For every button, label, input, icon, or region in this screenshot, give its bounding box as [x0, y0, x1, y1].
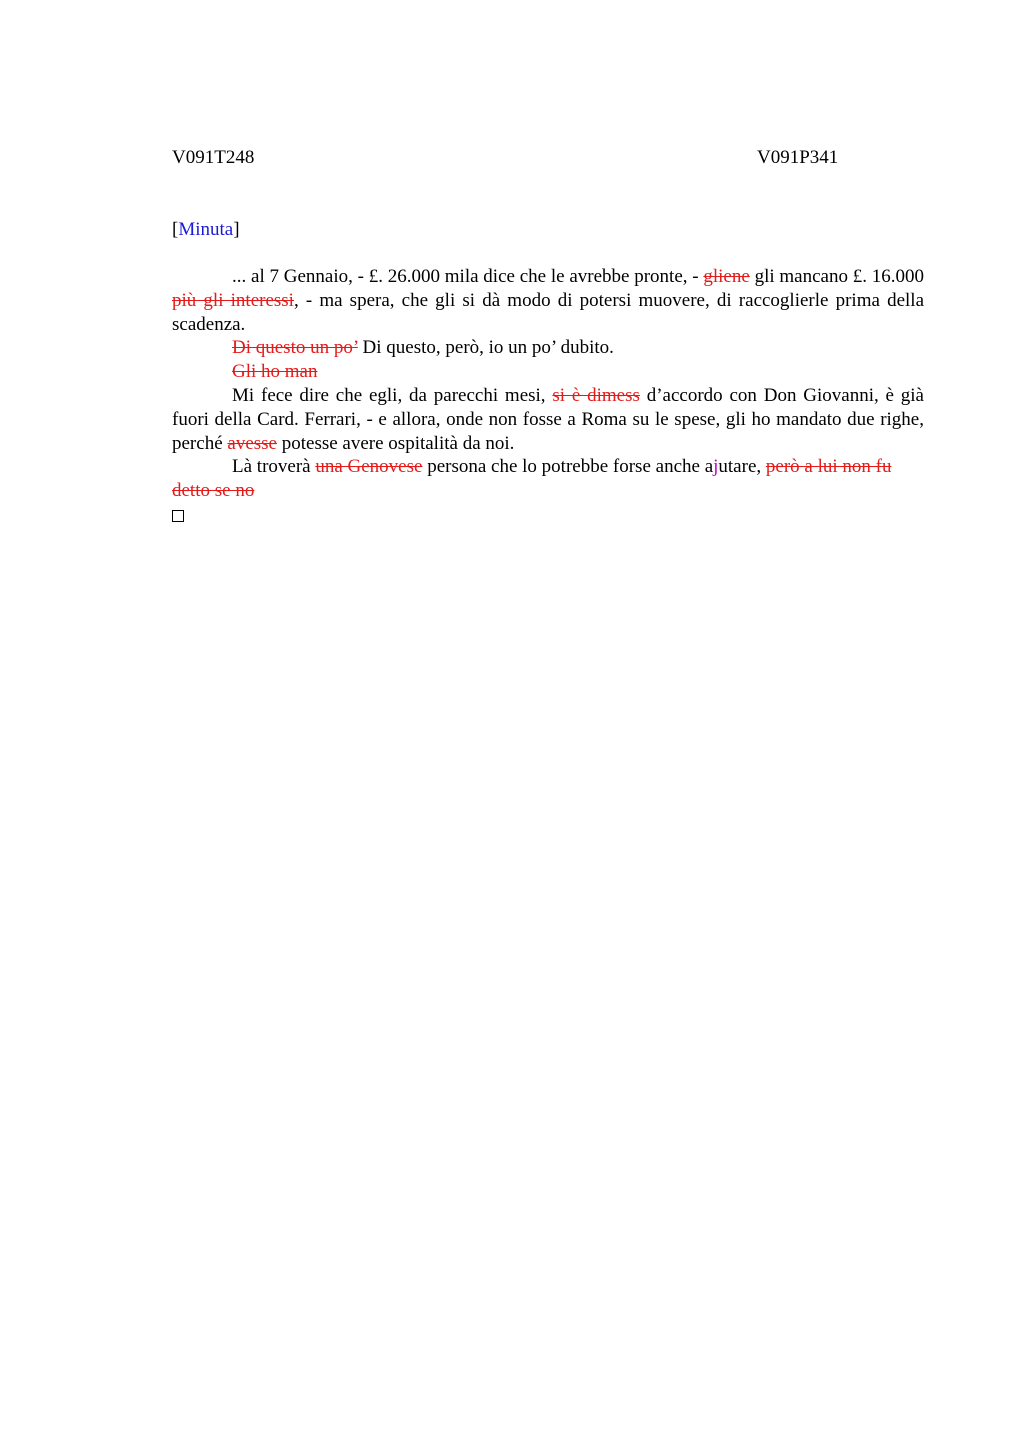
- deleted-text: Gli ho man: [232, 361, 318, 383]
- empty-square-icon: [172, 510, 184, 522]
- document-code-right: V091P341: [757, 147, 839, 168]
- label-open-bracket: [: [172, 219, 179, 240]
- text-segment: potesse avere ospitalità da noi.: [276, 432, 515, 454]
- document-header: [172, 146, 924, 170]
- deleted-text: più gli interessi: [172, 289, 294, 311]
- deleted-text: si è dimess: [552, 384, 640, 406]
- label-text: Minuta: [178, 219, 234, 240]
- paragraph: [172, 265, 924, 336]
- checkbox-square: [172, 503, 924, 529]
- paragraph: [172, 336, 924, 360]
- document-page: [172, 0, 924, 1450]
- text-segment: persona che lo potrebbe forse anche a: [422, 456, 714, 478]
- deleted-text: Di questo un po’: [232, 337, 358, 359]
- text-segment: ... al 7 Gennaio, - £. 26.000 mila dice che le avrebbe pronte, -: [232, 266, 704, 287]
- label-close-bracket: ]: [233, 219, 240, 240]
- text-segment: Di questo, però, io un po’ dubito.: [357, 337, 614, 359]
- paragraph: [172, 384, 924, 455]
- paragraph: [172, 360, 924, 384]
- document-code-left: V091T248: [172, 147, 255, 168]
- inserted-letter: j: [713, 456, 719, 478]
- text-segment: Mi fece dire che egli, da parecchi mesi,: [232, 384, 553, 406]
- text-segment: utare,: [718, 456, 766, 478]
- letter-body: [172, 265, 924, 529]
- deleted-text: una Genovese: [315, 456, 423, 478]
- document-type-label: [172, 218, 240, 242]
- deleted-text: gliene: [703, 266, 750, 287]
- text-segment: gli mancano £. 16.000: [749, 266, 924, 287]
- text-segment: d’accordo con Don Giovanni, è già fuori della Card. Ferrari, - e allora, onde non fosse a Roma su le spese, gli ho mandato due righe, perché: [172, 384, 924, 454]
- paragraph: [172, 455, 924, 503]
- text-segment: Là troverà: [232, 456, 316, 478]
- text-segment: , - ma spera, che gli si dà modo di potersi muovere, di raccoglierle prima della scadenza.: [172, 289, 924, 335]
- deleted-text: però a lui non fu detto se no: [172, 456, 892, 502]
- deleted-text: avesse: [227, 432, 277, 454]
